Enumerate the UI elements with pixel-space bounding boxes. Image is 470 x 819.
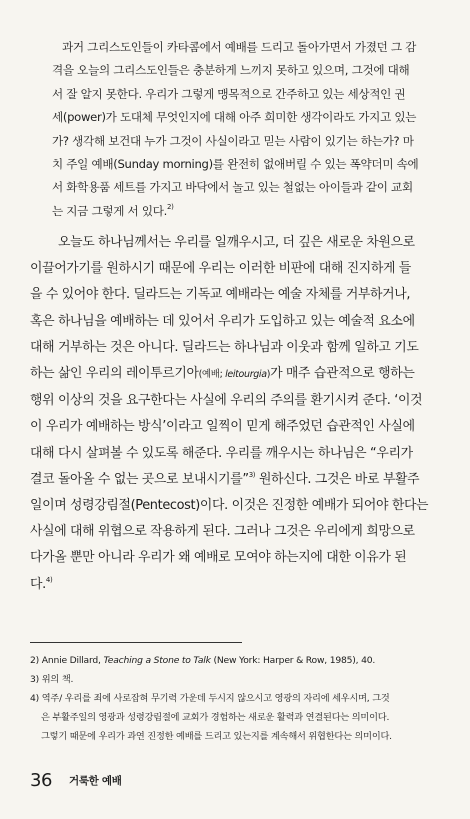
liturgia-paren-open: (예배;: [198, 369, 226, 381]
quote-line: 서 화학용품 세트를 가지고 바닥에서 놀고 있는 철없는 아이들과 같이 교회: [52, 180, 413, 195]
footnote-divider: [30, 642, 242, 643]
quote-line-last: [52, 200, 434, 223]
body-line: 일이며 성령강림절(Pentecost)이다. 이것은 진정한 예배가 되어야 한다는: [30, 498, 429, 514]
footnote-4-cont: 그렇기 때문에 우리가 과연 진정한 예배를 드리고 있는지를 계속해서 위협한다는 의미이다.: [41, 731, 392, 742]
page-footer: [30, 770, 122, 791]
body-line-last: [30, 572, 436, 598]
quote-text: 는 지금 그렇게 서 있다.: [52, 203, 168, 218]
body-line: 대해 다시 살펴볼 수 있도록 해준다. 우리를 깨우시는 하나님은 “우리가: [30, 445, 413, 461]
body-text: 원하신다. 그것은 바로 부활주: [255, 471, 420, 487]
body-line: 대해 거부하는 것은 아니다. 딜라드는 하나님과 이웃과 함께 일하고 기도: [30, 339, 419, 355]
body-text: 다.: [30, 576, 46, 592]
body-text: 결코 돌아올 수 없는 곳으로 보내시기를”: [30, 471, 249, 487]
body-line-ref3: [30, 467, 436, 493]
body-text: 가 매주 습관적으로 행하는: [270, 366, 415, 382]
liturgia-paren-close: ): [266, 369, 271, 381]
body-line: 이끌어가기를 원하시기 때문에 우리는 이러한 비판에 대해 진지하게 들: [30, 261, 411, 277]
body-line: 이 우리가 예배하는 방식’이라고 일찍이 믿게 해주었던 습관적인 사실에: [30, 419, 415, 435]
body-paragraph: [30, 230, 436, 598]
quote-line: 격을 오늘의 그리스도인들은 충분하게 느끼지 못하고 있으며, 그것에 대해: [52, 63, 410, 78]
running-title: 거룩한 예배: [69, 775, 122, 787]
quote-line: 세(power)가 도대체 무엇인지에 대해 아주 희미한 생각이라도 가지고 있는: [52, 110, 417, 125]
footnote-publication: (New York: Harper & Row, 1985), 40.: [213, 655, 376, 666]
body-line: 을 수 있어야 한다. 딜라드는 기독교 예배라는 예술 자체를 거부하거나,: [30, 287, 411, 303]
footnote-ref-4: 4): [45, 575, 53, 584]
footnote-number: 2): [30, 655, 40, 666]
quote-line: 가? 생각해 보건대 누가 그것이 사실이라고 믿는 사람이 있기는 하는가? 마: [52, 133, 414, 148]
footnote-4: 4) 역주/ 우리를 죄에 사로잡혀 무기력 가운데 두시지 않으시고 영광의 자리에 세우시며, 그것: [30, 693, 390, 704]
footnote-ref-3: 3): [248, 470, 256, 479]
body-line: 다가올 뿐만 아니라 우리가 왜 예배로 모여야 하는지에 대한 이유가 된: [30, 550, 407, 566]
body-line: 행위 이상의 것을 요구한다는 사실에 우리의 주의를 환기시켜 준다. ‘이것: [30, 393, 423, 409]
footnote-ref-2: 2): [167, 202, 174, 211]
footnote-4-cont: 은 부활주일의 영광과 성령강림절에 교회가 경험하는 새로운 활력과 연결된다는 의미이다.: [41, 712, 390, 723]
footnote-author: Annie Dillard,: [41, 655, 101, 666]
footnote-3: 3) 위의 책.: [30, 674, 74, 685]
footnote-book-title: Teaching a Stone to Talk: [103, 655, 211, 666]
page-number: 36: [30, 770, 52, 791]
quote-line: 치 주일 예배(Sunday morning)를 완전히 없애버릴 수 있는 폭약더미 속에: [52, 157, 419, 172]
footnote-2: [30, 651, 440, 670]
body-text: 하는 삶인 우리의 레이투르기아: [30, 366, 199, 382]
block-quote: [52, 36, 434, 223]
quote-line: 서 잘 알지 못한다. 우리가 그렇게 맹목적으로 간주하고 있는 세상적인 권: [52, 86, 406, 101]
quote-line: 과거 그리스도인들이 카타콤에서 예배를 드리고 돌아가면서 가졌던 그 감: [62, 40, 417, 54]
liturgia-term: leitourgia: [225, 369, 267, 381]
body-line-liturgia: [30, 361, 436, 388]
footnotes: [30, 651, 440, 746]
body-line: 혹은 하나님을 예배하는 데 있어서 우리가 도입하고 있는 예술적 요소에: [30, 313, 415, 329]
body-line: 오늘도 하나님께서는 우리를 일깨우시고, 더 깊은 새로운 차원으로: [58, 235, 415, 250]
body-line: 사실에 대해 위협으로 작용하게 된다. 그러나 그것은 우리에게 희망으로: [30, 524, 415, 540]
